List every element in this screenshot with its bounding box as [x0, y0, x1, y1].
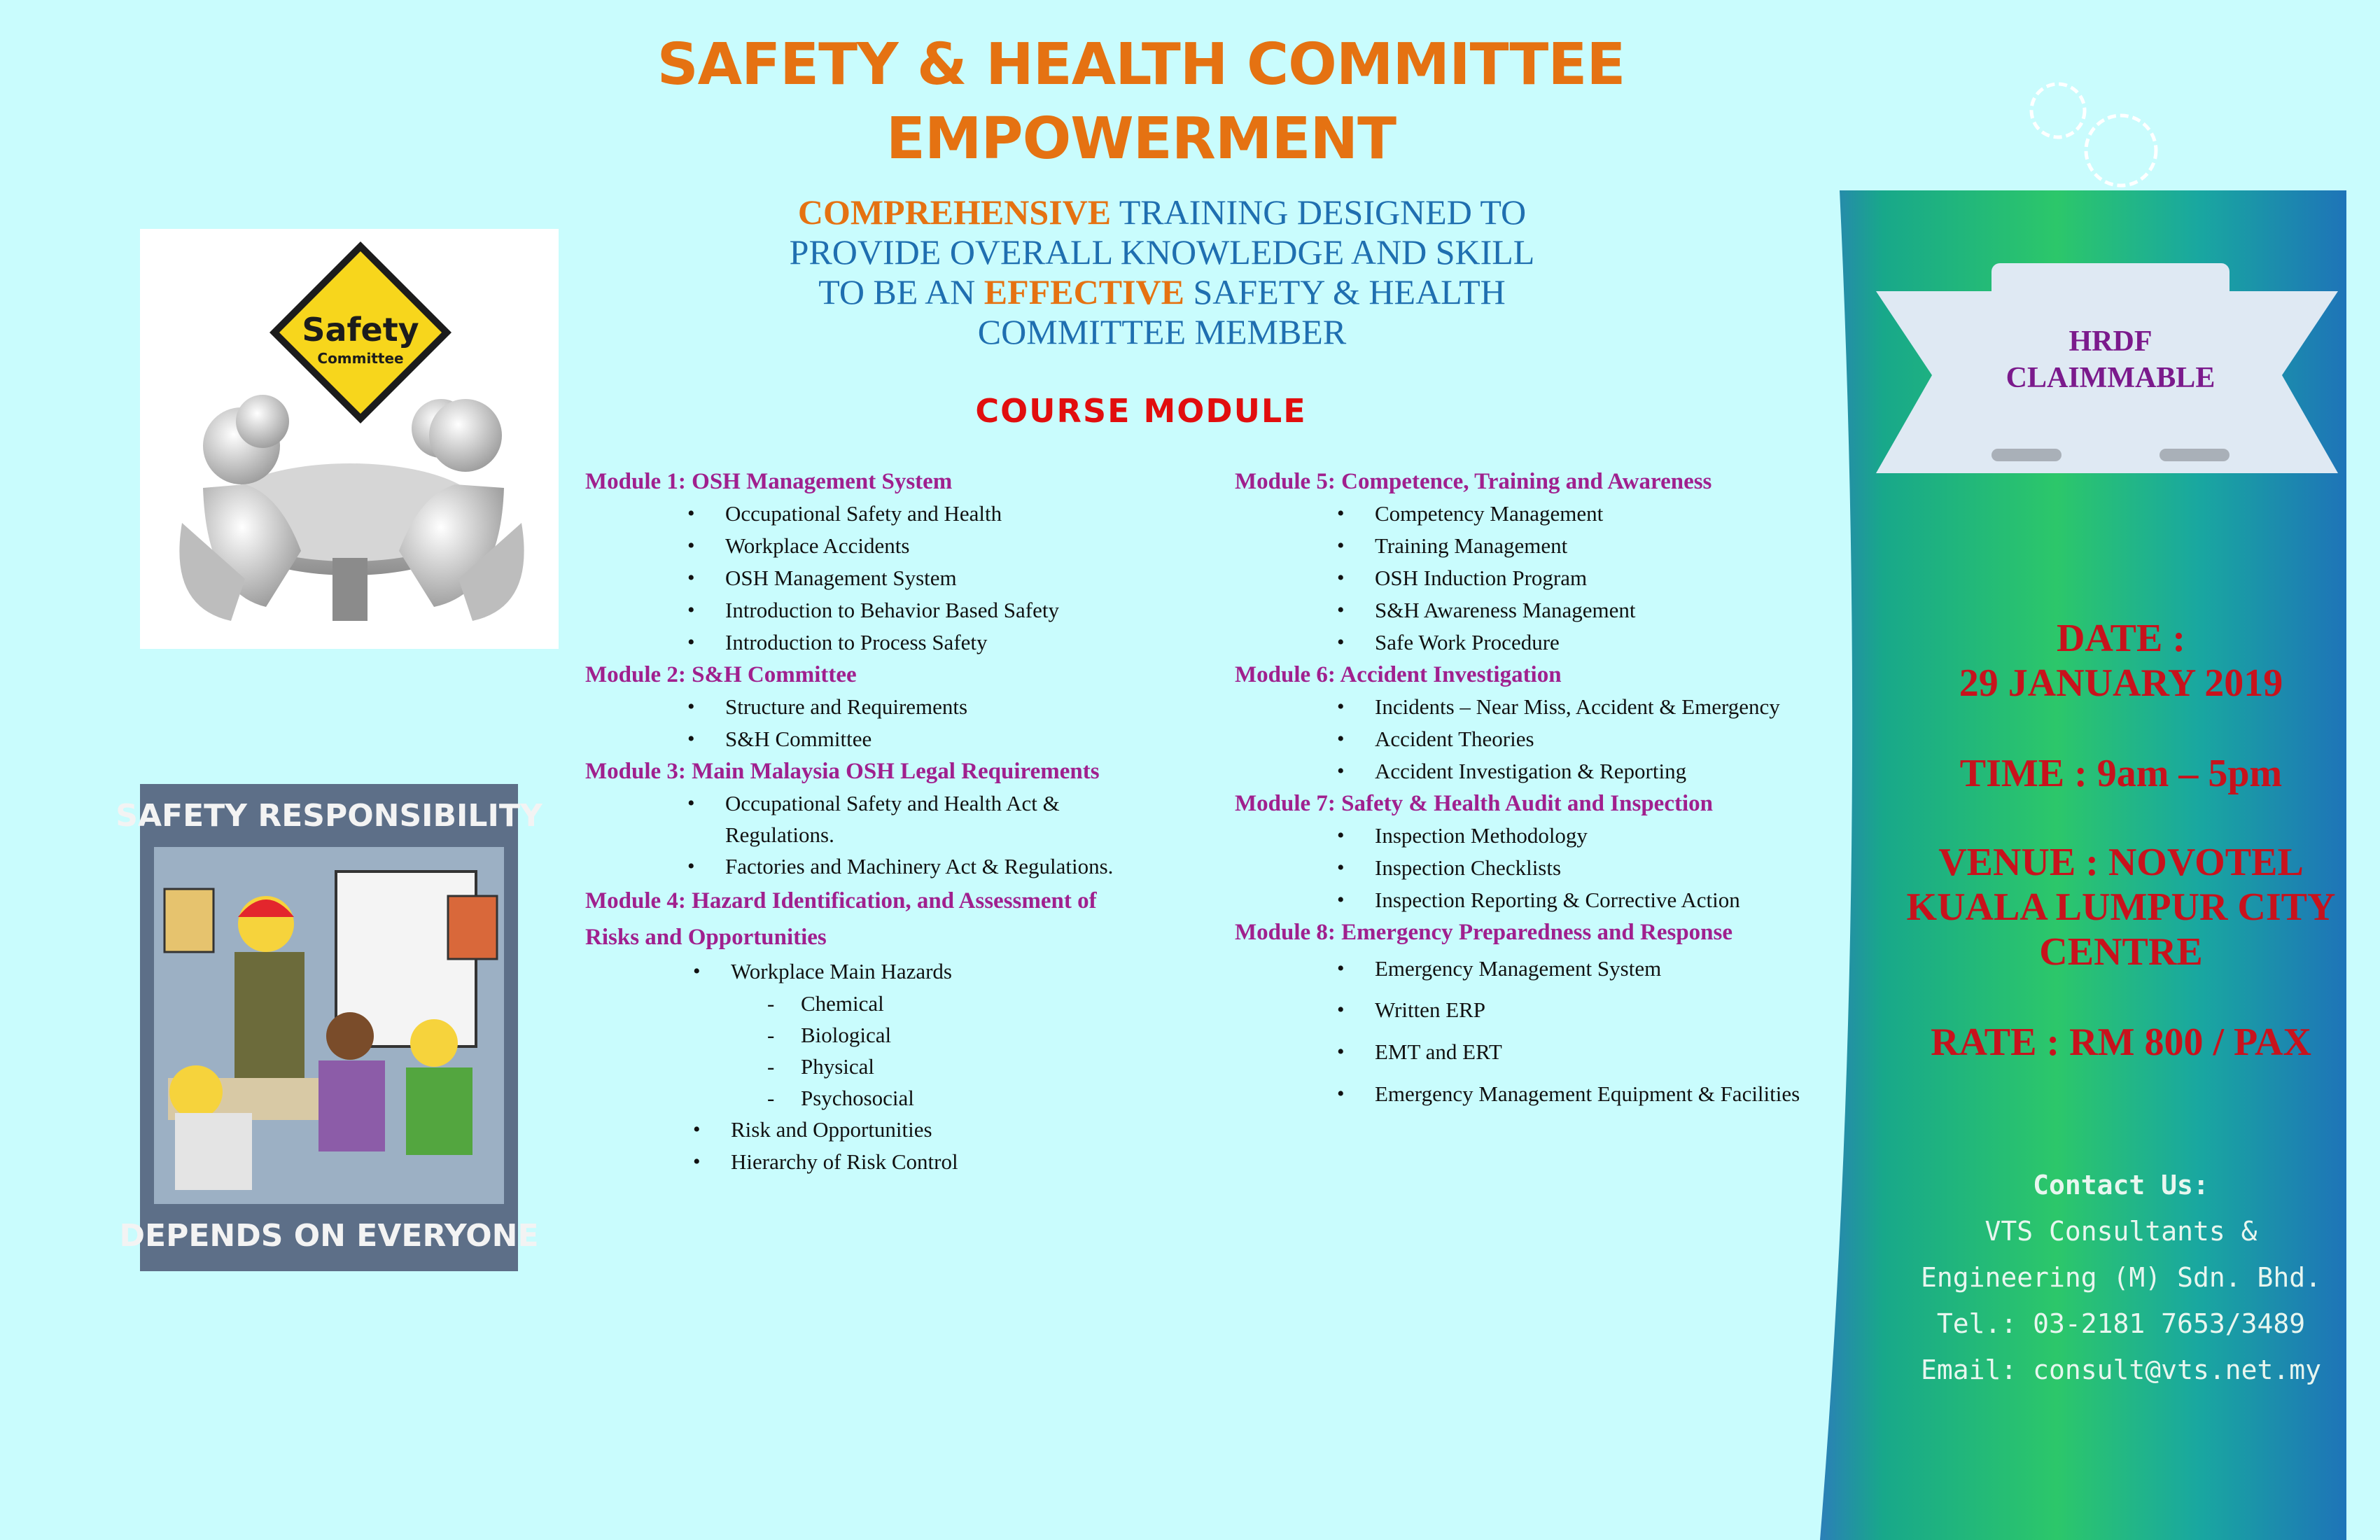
- list-item: • Accident Theories: [1375, 723, 1865, 755]
- list-item: • Risk and Opportunities: [731, 1114, 1215, 1146]
- contact-heading: Contact Us:: [2033, 1170, 2209, 1200]
- title-line-1: SAFETY & HEALTH COMMITTEE: [657, 31, 1625, 98]
- list-item: • Emergency Management System: [1375, 948, 1865, 989]
- module-8-title: Module 8: Emergency Preparedness and Response: [1235, 920, 1733, 945]
- poster-bottom-text: DEPENDS ON EVERYONE: [119, 1218, 539, 1254]
- venue-line-3: CENTRE: [2039, 930, 2203, 974]
- modules-left-column: [585, 465, 1215, 1178]
- module-6-title: Module 6: Accident Investigation: [1235, 662, 1562, 687]
- module-4-title-line-2: Risks and Opportunities: [585, 925, 827, 950]
- contact-block: [1883, 1162, 2359, 1393]
- list-item: • Inspection Checklists: [1375, 852, 1865, 884]
- event-time: TIME : 9am – 5pm: [1959, 752, 2283, 795]
- modules-right-column: [1235, 465, 1865, 1115]
- list-item: • Inspection Reporting & Corrective Action: [1375, 884, 1865, 916]
- module-7-list: [1375, 820, 1865, 916]
- subtitle-line-4: COMMITTEE MEMBER: [977, 312, 1347, 351]
- module-2-title: Module 2: S&H Committee: [585, 662, 857, 687]
- list-item: • Introduction to Process Safety: [725, 626, 1215, 659]
- subtitle-text: TRAINING DESIGNED TO: [1111, 192, 1527, 232]
- safety-poster-image: [115, 784, 542, 1271]
- list-item: • Structure and Requirements: [725, 691, 1215, 723]
- module-7-title: Module 7: Safety & Health Audit and Inspection: [1235, 791, 1713, 816]
- list-item: • Inspection Methodology: [1375, 820, 1865, 852]
- list-item: • Introduction to Behavior Based Safety: [725, 594, 1215, 626]
- event-venue: [1883, 840, 2359, 974]
- sublist-item: - Psychosocial: [801, 1082, 1215, 1114]
- sublist-item: - Biological: [801, 1019, 1215, 1051]
- subtitle-line-2: PROVIDE OVERALL KNOWLEDGE AND SKILL: [789, 232, 1535, 272]
- module-4-title-line-1: Module 4: Hazard Identification, and Assessment of: [585, 888, 1097, 913]
- list-item: • EMT and ERT: [1375, 1031, 1865, 1073]
- list-item: • Emergency Management Equipment & Facilities: [1375, 1073, 1865, 1115]
- hrdf-label: [1883, 323, 2338, 396]
- sublist: [801, 988, 1215, 1114]
- safety-committee-sign: [270, 241, 451, 424]
- committee-meeting-image: [140, 229, 559, 649]
- module-3-list: [725, 788, 1215, 883]
- list-item: • Hierarchy of Risk Control: [731, 1146, 1215, 1178]
- module-1-title: Module 1: OSH Management System: [585, 469, 953, 494]
- list-item: • OSH Induction Program: [1375, 562, 1865, 594]
- module-5-list: [1375, 498, 1865, 659]
- venue-line-2: KUALA LUMPUR CITY: [1906, 886, 2336, 929]
- course-module-heading: COURSE MODULE: [975, 392, 1307, 430]
- module-6-list: [1375, 691, 1865, 788]
- list-item: • Occupational Safety and Health: [725, 498, 1215, 530]
- event-date: [1883, 616, 2359, 706]
- page-title: [490, 28, 1792, 176]
- hrdf-line-1: HRDF: [2068, 326, 2152, 358]
- list-item: • Occupational Safety and Health Act &: [725, 788, 1215, 819]
- list-item: • Training Management: [1375, 530, 1865, 562]
- sublist-item: - Chemical: [801, 988, 1215, 1019]
- module-2-list: [725, 691, 1215, 755]
- date-label: DATE :: [2056, 617, 2186, 660]
- module-3-title: Module 3: Main Malaysia OSH Legal Requirements: [585, 759, 1100, 784]
- subtitle: [714, 192, 1610, 352]
- subtitle-text: TO BE AN: [818, 272, 984, 312]
- people-at-table-icon: [179, 395, 524, 621]
- list-item: • Workplace Main Hazards: [731, 955, 1215, 988]
- sign-subword: Committee: [317, 350, 404, 367]
- subtitle-highlight-1: COMPREHENSIVE: [797, 192, 1112, 232]
- event-rate: RATE : RM 800 / PAX: [1931, 1021, 2311, 1064]
- sign-word: Safety: [302, 311, 419, 349]
- venue-line-1: VENUE : NOVOTEL: [1938, 841, 2304, 884]
- module-4-title: [585, 883, 1215, 955]
- list-item: • S&H Committee: [725, 723, 1215, 755]
- list-item: • Workplace Accidents: [725, 530, 1215, 562]
- contact-email[interactable]: Email: consult@vts.net.my: [1921, 1354, 2321, 1385]
- list-item: • Competency Management: [1375, 498, 1865, 530]
- list-item: • Written ERP: [1375, 989, 1865, 1031]
- list-item: • Accident Investigation & Reporting: [1375, 755, 1865, 788]
- list-item: • Incidents – Near Miss, Accident & Emergency: [1375, 691, 1865, 723]
- sublist-item: - Physical: [801, 1051, 1215, 1082]
- poster-top-text: SAFETY RESPONSIBILITY: [115, 798, 542, 834]
- list-item: • Factories and Machinery Act & Regulations.: [725, 850, 1215, 883]
- module-5-title: Module 5: Competence, Training and Awareness: [1235, 469, 1712, 494]
- list-item-continuation: Regulations.: [725, 822, 834, 847]
- module-1-list: [725, 498, 1215, 659]
- module-4-list: [731, 955, 1215, 1178]
- subtitle-highlight-2: EFFECTIVE: [983, 272, 1184, 312]
- title-line-2: EMPOWERMENT: [886, 106, 1396, 172]
- contact-company-line-1: VTS Consultants &: [1984, 1216, 2258, 1247]
- contact-phone: Tel.: 03-2181 7653/3489: [1936, 1308, 2306, 1339]
- subtitle-text: SAFETY & HEALTH: [1184, 272, 1506, 312]
- list-item: • S&H Awareness Management: [1375, 594, 1865, 626]
- list-item: • Safe Work Procedure: [1375, 626, 1865, 659]
- list-item: • OSH Management System: [725, 562, 1215, 594]
- module-8-list: [1375, 948, 1865, 1115]
- contact-company-line-2: Engineering (M) Sdn. Bhd.: [1921, 1262, 2321, 1293]
- gears-icon: [2016, 70, 2177, 196]
- date-value: 29 JANUARY 2019: [1959, 662, 2283, 705]
- hrdf-line-2: CLAIMMABLE: [2005, 362, 2216, 394]
